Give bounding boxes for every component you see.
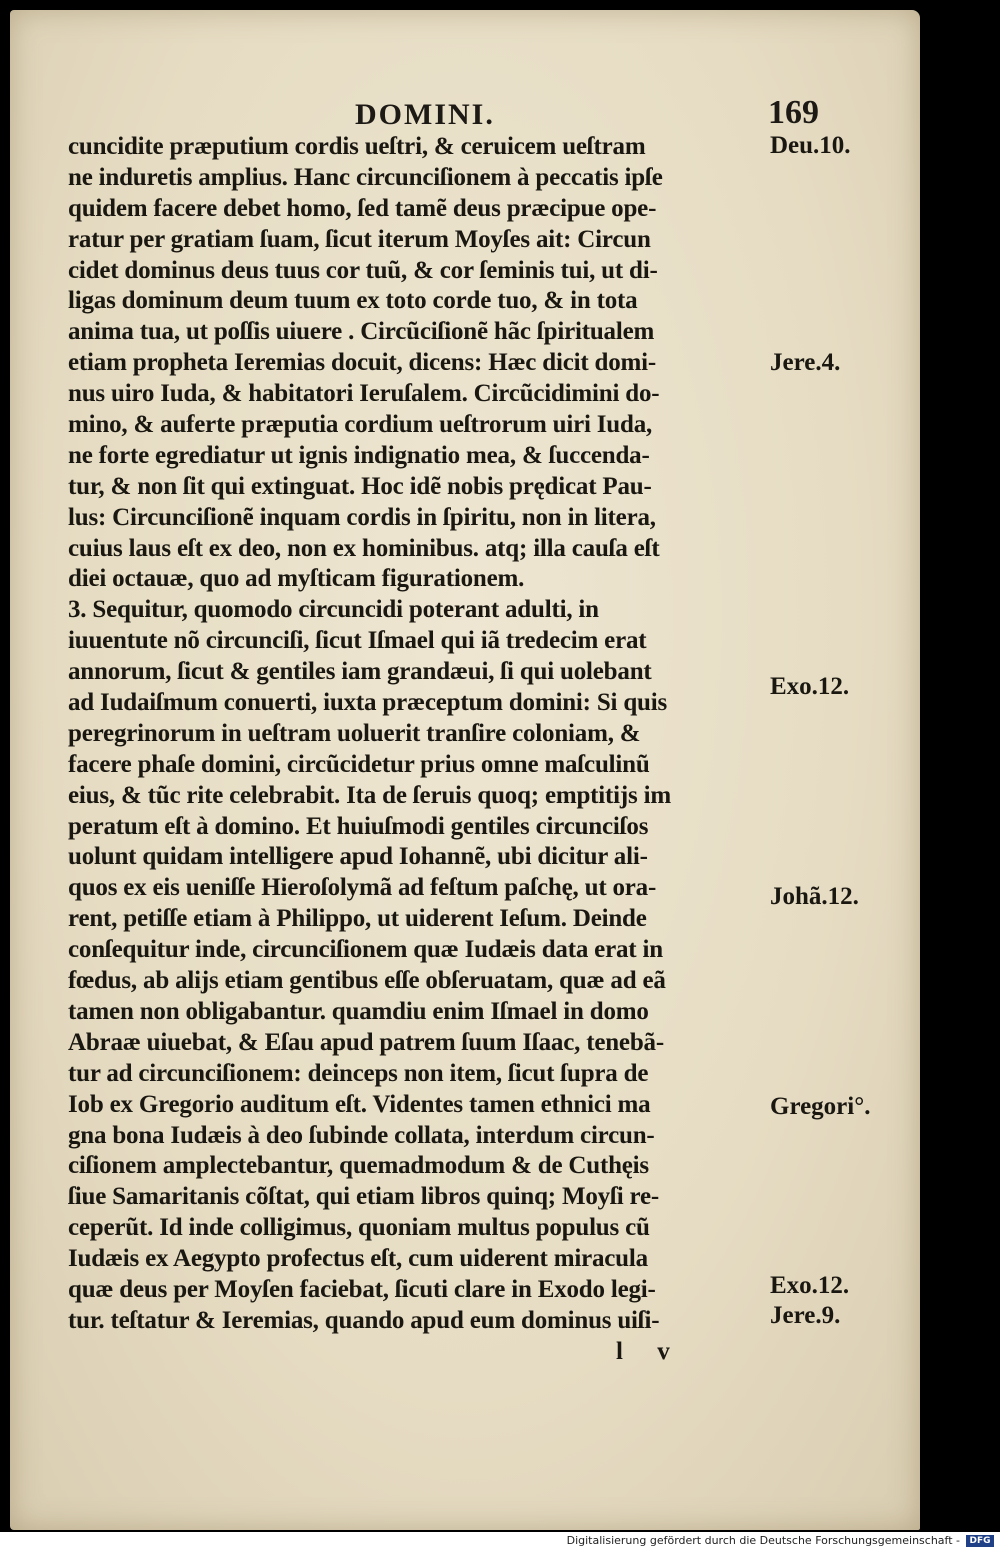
dfg-logo: DFG xyxy=(966,1535,994,1547)
text-line: diei octauæ, quo ad myſticam figurationem. xyxy=(68,565,525,593)
text-line: quæ deus per Moyſen faciebat, ſicuti clare in Exodo legi- xyxy=(68,1275,656,1303)
digitization-footer xyxy=(0,1532,1000,1550)
page-number: 169 xyxy=(768,94,819,131)
text-line: ad Iudaiſmum conuerti, iuxta præceptum domini: Si quis xyxy=(68,689,668,717)
margin-note-gregor: Gregori°. xyxy=(770,1093,871,1120)
text-line: ſiue Samaritanis cõſtat, qui etiam libros quinq; Moyſi re- xyxy=(68,1183,659,1211)
text-line: etiam propheta Ieremias docuit, dicens: Hæc dicit domi- xyxy=(68,349,657,377)
text-line: cuncidite præputium cordis ueſtri, & ceruicem ueſtram xyxy=(68,133,646,160)
text-line: tur ad circunciſionem: deinceps non item, ſicut ſupra de xyxy=(68,1059,649,1087)
text-line: Iob ex Gregorio auditum eſt. Videntes tamen ethnici ma xyxy=(68,1090,651,1118)
text-line: annorum, ſicut & gentiles iam grandæui, ſi qui uolebant xyxy=(68,658,652,686)
text-line: mino, & auferte præputia cordium ueſtrorum uiri Iuda, xyxy=(68,411,653,439)
text-line: ciſionem amplectebantur, quemadmodum & de Cuthęis xyxy=(68,1152,649,1180)
body-text xyxy=(68,132,768,1337)
text-line: iuuentute nõ circunciſi, ſicut Iſmael qui iã tredecim erat xyxy=(68,627,647,655)
text-line: quidem facere debet homo, ſed tamẽ deus præcipue ope- xyxy=(68,194,657,222)
book-page xyxy=(10,10,920,1530)
footer-credit: Digitalisierung gefördert durch die Deutsche Forschungsgemeinschaft - xyxy=(566,1534,960,1547)
text-line: lus: Circunciſionẽ inquam cordis in ſpiritu, non in litera, xyxy=(68,503,656,531)
text-line: fœdus, ab alijs etiam gentibus eſſe obſeruatam, quæ ad eã xyxy=(68,967,666,995)
running-head: DOMINI. xyxy=(355,98,495,131)
margin-note-deu: Deu.10. xyxy=(770,132,851,159)
text-line: nus uiro Iuda, & habitatori Ieruſalem. Circũcidimini do- xyxy=(68,380,660,408)
text-line: ratur per gratiam ſuam, ſicut iterum Moyſes ait: Circun xyxy=(68,225,651,253)
text-line: eius, & tũc rite celebrabit. Ita de ſeruis quoq; emptitijs im xyxy=(68,781,671,809)
margin-note-jere-9: Jere.9. xyxy=(770,1302,841,1329)
text-line: cidet dominus deus tuus cor tuũ, & cor ſeminis tui, ut di- xyxy=(68,256,658,284)
text-line: gna bona Iudæis à deo ſubinde collata, interdum circun- xyxy=(68,1121,655,1149)
text-line: facere phaſe domini, circũcidetur prius omne maſculinũ xyxy=(68,750,650,778)
text-line: rent, petiſſe etiam à Philippo, ut uiderent Ieſum. Deinde xyxy=(68,905,647,933)
text-line: tur. teſtatur & Ieremias, quando apud eum dominus uiſi- xyxy=(68,1306,660,1334)
text-line: ne forte egrediatur ut ignis indignatio mea, & ſuccenda- xyxy=(68,441,650,469)
text-line: anima tua, ut poſſis uiuere . Circũciſionẽ hãc ſpiritualem xyxy=(68,318,655,346)
text-line: ligas dominum deum tuum ex toto corde tuo, & in tota xyxy=(68,287,638,315)
text-line: ne induretis amplius. Hanc circunciſionem à peccatis ipſe xyxy=(68,163,663,191)
signature-mark: l v xyxy=(616,1338,684,1365)
text-line: peratum eſt à domino. Et huiuſmodi gentiles circunciſos xyxy=(68,812,649,840)
margin-note-joh-12: Johã.12. xyxy=(770,883,859,910)
text-line: tur, & non ſit qui extinguat. Hoc idẽ nobis prędicat Pau- xyxy=(68,472,652,500)
text-line: uolunt quidam intelligere apud Iohannẽ, ubi dicitur ali- xyxy=(68,843,648,871)
margin-note-jere-4: Jere.4. xyxy=(770,349,841,376)
text-line: conſequitur inde, circunciſionem quæ Iudæis data erat in xyxy=(68,936,663,964)
text-line: ceperũt. Id inde colligimus, quoniam multus populus cũ xyxy=(68,1214,650,1242)
text-line: quos ex eis ueniſſe Hieroſolymã ad feſtum paſchę, ut ora- xyxy=(68,874,657,902)
text-line: peregrinorum in ueſtram uoluerit tranſire coloniam, & xyxy=(68,719,641,747)
text-line: Abraæ uiuebat, & Eſau apud patrem ſuum Iſaac, tenebã- xyxy=(68,1028,664,1056)
text-line: 3. Sequitur, quomodo circuncidi poterant adulti, in xyxy=(68,596,599,624)
margin-note-exo-12: Exo.12. xyxy=(770,673,850,700)
margin-note-exo-12-b: Exo.12. xyxy=(770,1272,850,1299)
text-line: cuius laus eſt ex deo, non ex hominibus. atq; illa cauſa eſt xyxy=(68,534,660,562)
text-line: Iudæis ex Aegypto profectus eſt, cum uiderent miracula xyxy=(68,1245,648,1273)
text-line: tamen non obligabantur. quamdiu enim Iſmael in domo xyxy=(68,997,649,1025)
